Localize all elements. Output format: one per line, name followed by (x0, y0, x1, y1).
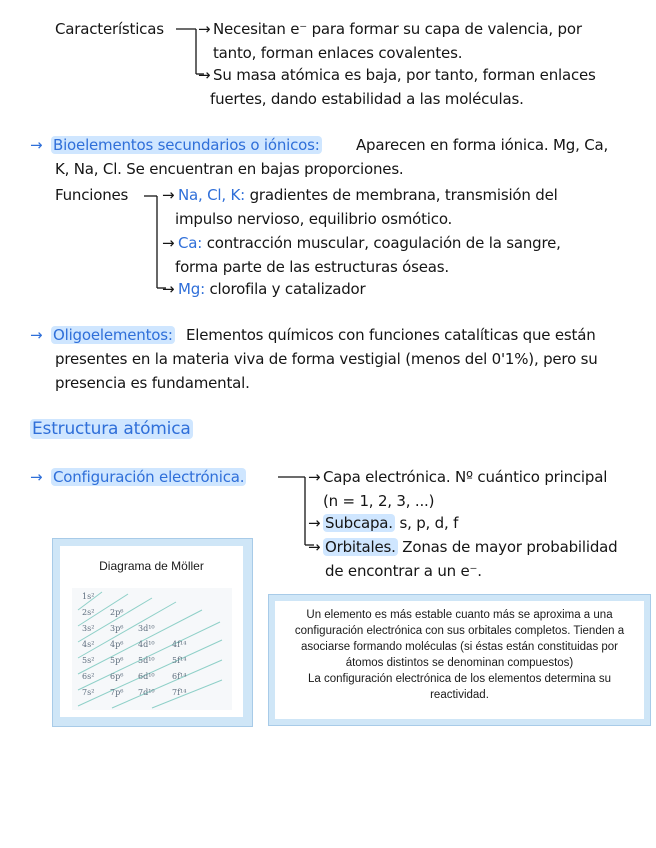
orbitales-key: Orbitales. (325, 538, 396, 556)
moller-orbital-label: 3d¹⁰ (138, 624, 155, 633)
moller-orbital-label: 5d¹⁰ (138, 656, 155, 665)
characteristic-2-line2: fuertes, dando estabilidad a las moléculas. (210, 90, 524, 108)
function-3-text: clorofila y catalizador (209, 280, 366, 298)
info-line-6: reactividad. (430, 689, 489, 701)
arrow-right-icon: → (30, 136, 43, 154)
functions-label: Funciones (55, 186, 129, 204)
moller-orbital-label: 5s² (82, 656, 95, 665)
subcapa-key: Subcapa. (325, 514, 393, 532)
oligo-line1: Elementos químicos con funciones catalíticas que están (186, 326, 596, 344)
config-title (51, 468, 246, 486)
characteristics-label: Características (55, 20, 164, 38)
moller-orbital-label: 5p⁶ (110, 656, 124, 665)
secondary-text-line2: K, Na, Cl. Se encuentran en bajas proporciones. (55, 160, 404, 178)
moller-orbital-label: 3s² (82, 624, 95, 633)
info-line-3: asociarse formando moléculas (si éstas están constituidas por (300, 641, 619, 653)
info-line-2: configuración electrónica con sus orbitales completos. Tienden a (294, 625, 625, 637)
arrow-right-icon: → (198, 66, 211, 84)
moller-orbital-label: 3p⁶ (110, 624, 124, 633)
oligo-line2: presentes en la materia viva de forma vestigial (menos del 0'1%), pero su (55, 350, 598, 368)
function-2-key: Ca: (178, 234, 203, 252)
function-2-line2: forma parte de las estructuras óseas. (175, 258, 449, 276)
moller-orbital-label: 7f¹⁴ (172, 688, 187, 697)
section-heading-highlight: Estructura atómica (32, 419, 191, 439)
info-box (268, 594, 651, 726)
characteristic-1-line1: Necesitan e⁻ para formar su capa de valencia, por (213, 20, 582, 38)
config-branch-3-line1 (323, 538, 617, 556)
moller-orbital-label: 6d¹⁰ (138, 672, 155, 681)
moller-diagram-box (52, 538, 253, 727)
arrow-right-icon: → (198, 20, 211, 38)
function-1-key: Na, Cl, K: (178, 186, 246, 204)
orbitales-text: Zonas de mayor probabilidad (402, 538, 618, 556)
moller-diagram-title: Diagrama de Möller (99, 559, 204, 573)
moller-diagram-grid (72, 588, 232, 710)
config-branch-1-line2: (n = 1, 2, 3, ...) (323, 492, 435, 510)
moller-orbital-label: 1s² (82, 592, 95, 601)
moller-orbital-label: 4d¹⁰ (138, 640, 155, 649)
arrow-right-icon: → (162, 186, 175, 204)
info-line-1: Un elemento es más estable cuanto más se aproxima a una (306, 609, 613, 621)
info-box-text (275, 607, 644, 703)
moller-orbital-label: 7d¹⁰ (138, 688, 155, 697)
arrow-right-icon: → (308, 514, 321, 532)
function-1-line1 (178, 186, 558, 204)
moller-orbital-label: 4p⁶ (110, 640, 124, 649)
function-3-key: Mg: (178, 280, 205, 298)
subcapa-text: s, p, d, f (399, 514, 459, 532)
info-line-5: La configuración electrónica de los elementos determina su (307, 673, 611, 685)
arrow-right-icon: → (30, 468, 43, 486)
arrow-right-icon: → (308, 538, 321, 556)
moller-diagram-panel (60, 546, 243, 717)
oligo-title (51, 326, 175, 344)
section-heading (30, 420, 193, 438)
secondary-title-highlight: Bioelementos secundarios o iónicos: (53, 136, 320, 154)
function-3-line1 (178, 280, 366, 298)
moller-orbital-label: 5f¹⁴ (172, 656, 187, 665)
moller-orbital-label: 4f¹⁴ (172, 640, 187, 649)
moller-orbital-label: 4s² (82, 640, 95, 649)
arrow-right-icon: → (30, 326, 43, 344)
config-branch-1-line1: Capa electrónica. Nº cuántico principal (323, 468, 608, 486)
config-title-highlight: Configuración electrónica. (53, 468, 245, 486)
arrow-right-icon: → (162, 234, 175, 252)
moller-orbital-label: 6s² (82, 672, 95, 681)
moller-orbital-label: 6p⁶ (110, 672, 124, 681)
arrow-right-icon: → (162, 280, 175, 298)
oligo-title-highlight: Oligoelementos: (53, 326, 173, 344)
moller-orbital-label: 7s² (82, 688, 95, 697)
function-2-line1 (178, 234, 561, 252)
info-line-4: átomos distintos se denominan compuestos) (345, 657, 574, 669)
info-box-panel (275, 601, 644, 719)
moller-orbital-label: 6f¹⁴ (172, 672, 187, 681)
config-branch-2 (323, 514, 458, 532)
config-branch-3-line2: de encontrar a un e⁻. (325, 562, 482, 580)
characteristic-2-line1: Su masa atómica es baja, por tanto, forman enlaces (213, 66, 596, 84)
secondary-text-line1: Aparecen en forma iónica. Mg, Ca, (356, 136, 609, 154)
secondary-title (51, 136, 322, 154)
function-1-line2: impulso nervioso, equilibrio osmótico. (175, 210, 453, 228)
moller-orbital-label: 2p⁶ (110, 608, 124, 617)
oligo-line3: presencia es fundamental. (55, 374, 250, 392)
moller-orbital-label: 2s² (82, 608, 95, 617)
characteristic-1-line2: tanto, forman enlaces covalentes. (213, 44, 463, 62)
function-1-text: gradientes de membrana, transmisión del (249, 186, 558, 204)
arrow-right-icon: → (308, 468, 321, 486)
moller-orbital-label: 7p⁶ (110, 688, 124, 697)
function-2-text: contracción muscular, coagulación de la sangre, (206, 234, 561, 252)
